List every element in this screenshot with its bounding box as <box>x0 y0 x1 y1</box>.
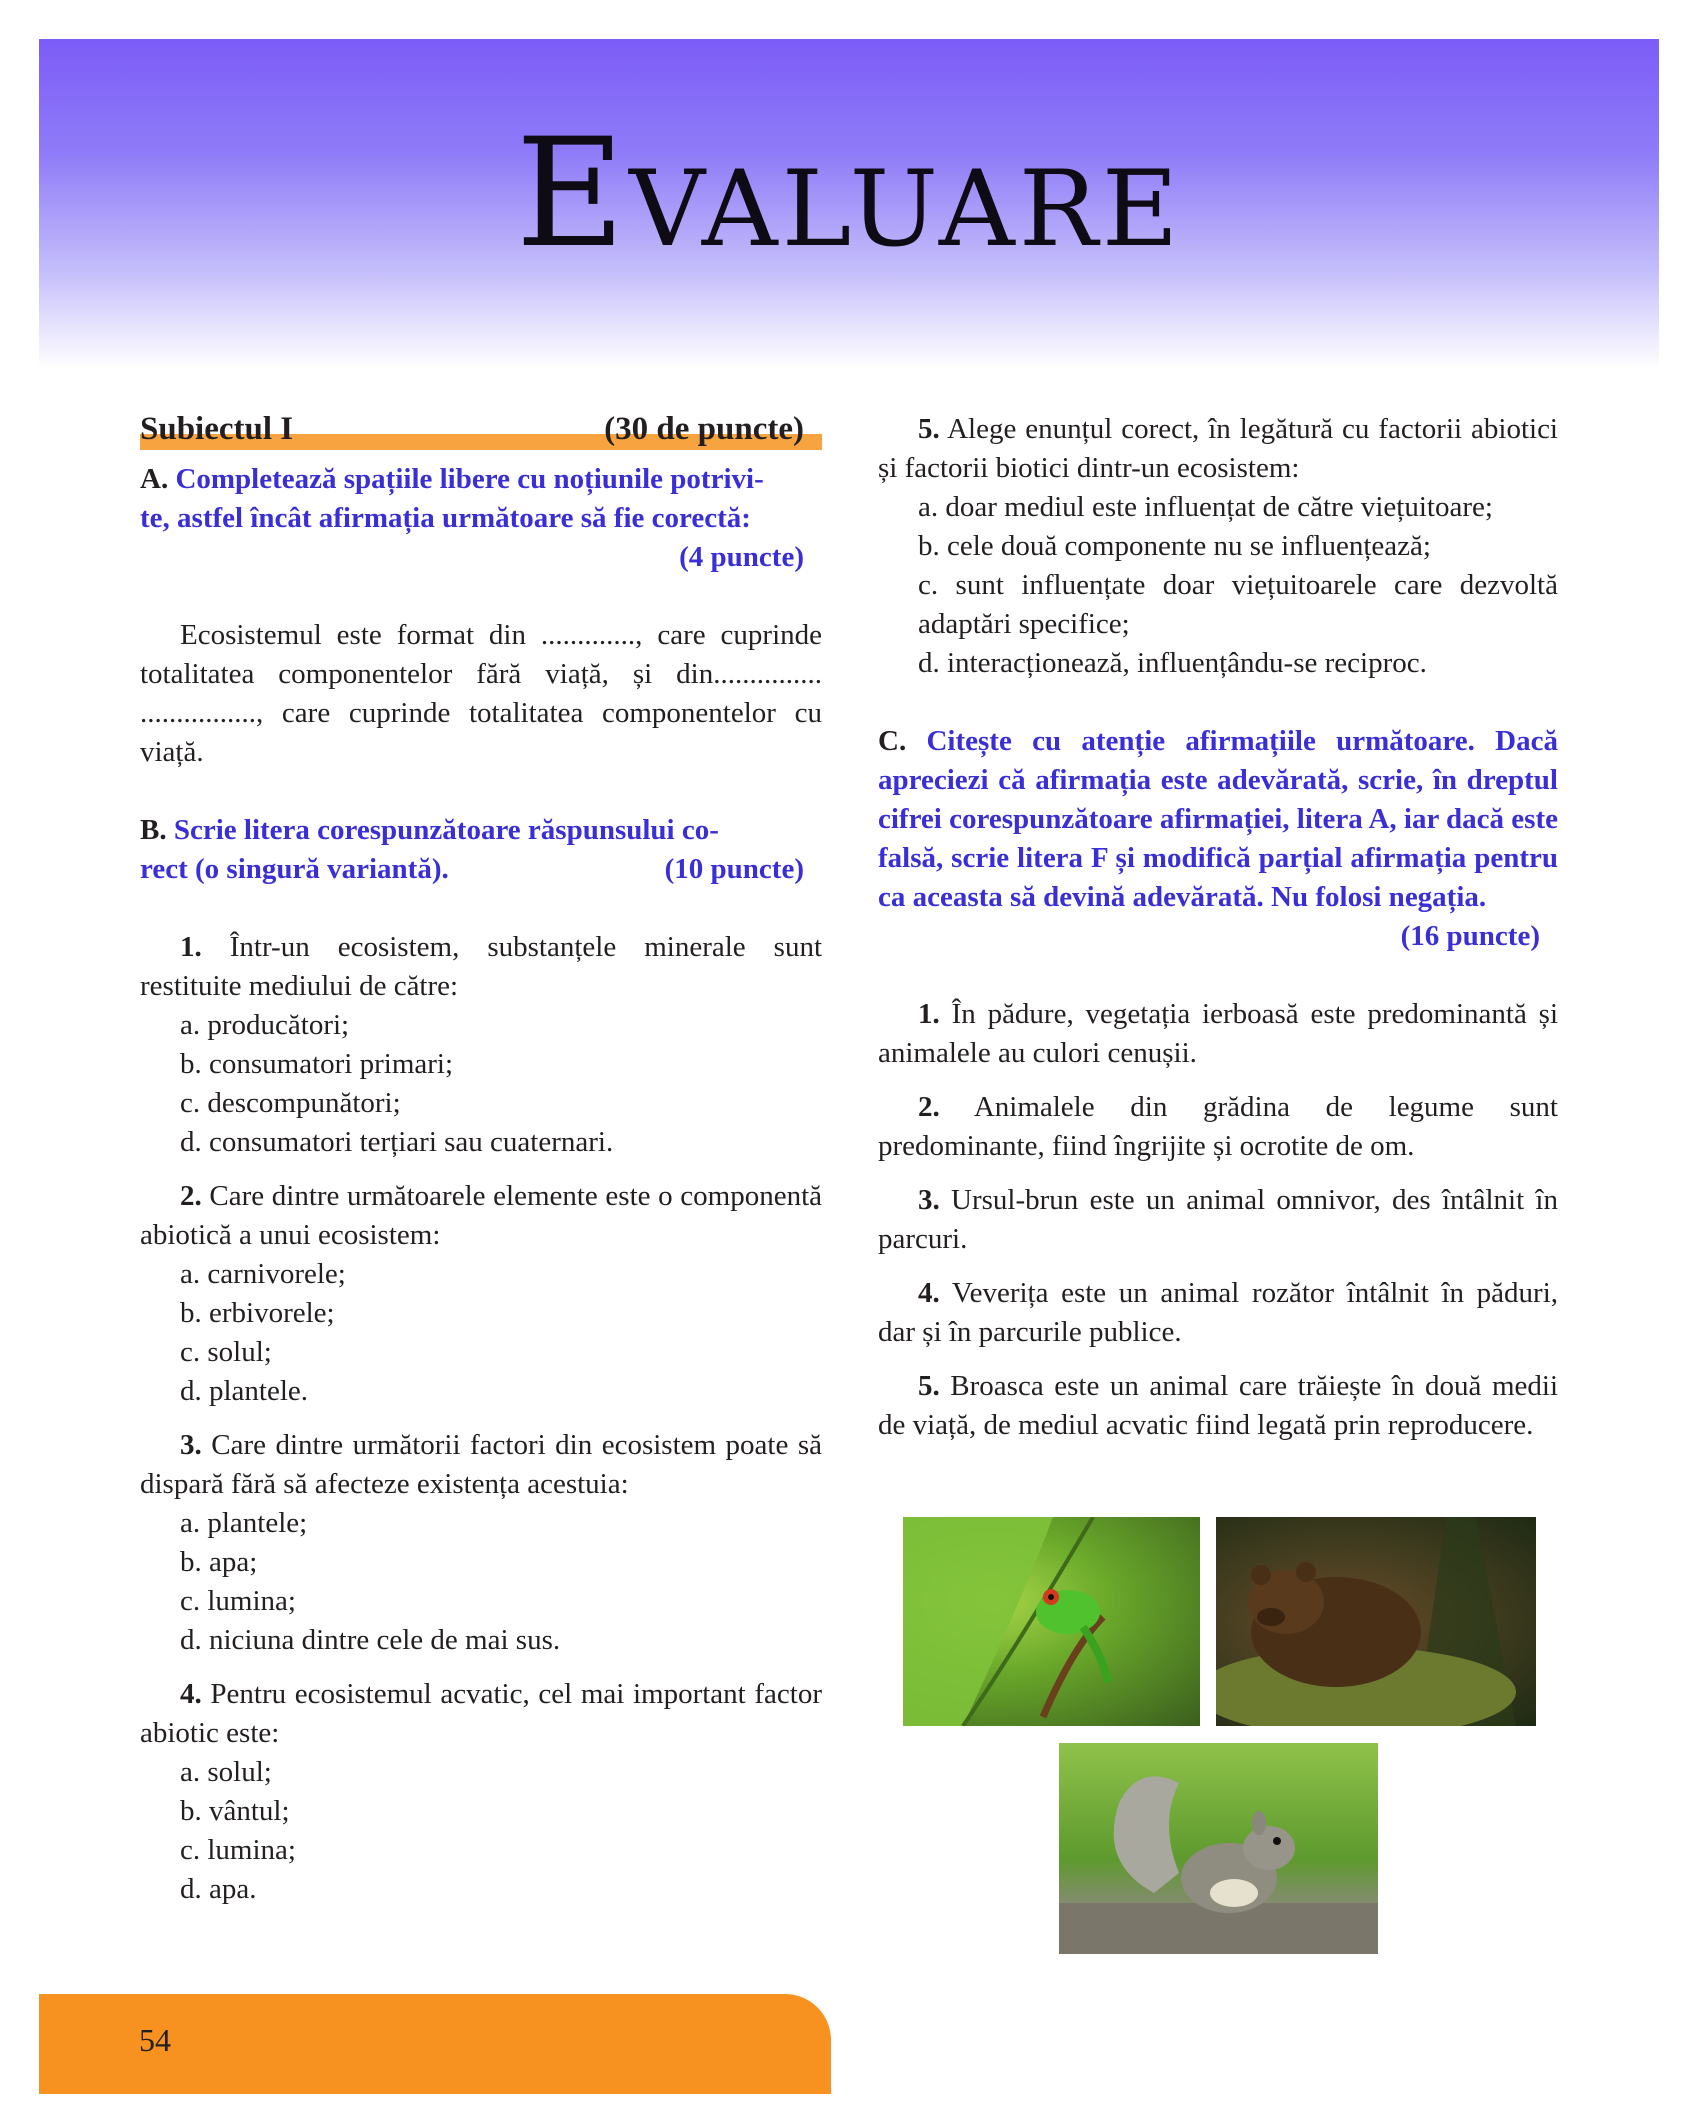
statement-2: 2. Animalele din grădina de legume sunt predominante, fiind îngrijite și ocrotite de om. <box>878 1091 1558 1162</box>
option: d. niciuna dintre cele de mai sus. <box>180 1624 561 1656</box>
header-banner <box>39 39 1659 369</box>
squirrel-illustration <box>1059 1743 1378 1954</box>
subject-points: (30 de puncte) <box>604 411 804 447</box>
statement-4: 4. Veverița este un animal rozător întâlnit în păduri, dar și în parcurile publice. <box>878 1277 1559 1348</box>
section-a-instruction-line2: te, astfel încât afirmația următoare să fie corectă: <box>140 502 751 534</box>
option: c. sunt influențate doar viețuitoarele care dezvoltă adaptări specifice; <box>918 569 1558 640</box>
option: c. lumina; <box>180 1585 296 1617</box>
option: c. lumina; <box>180 1834 296 1866</box>
question-3: 3. Care dintre următorii factori din ecosistem poate să dispară fără să afecteze existența acestuia: a. plantele; b. apa; c. lumina; d. niciuna dintre cele de mai sus. <box>140 1426 822 1660</box>
option: c. solul; <box>180 1336 272 1368</box>
subject-header <box>140 410 822 454</box>
section-b-points: (10 puncte) <box>664 853 804 885</box>
section-a-points: (4 puncte) <box>679 541 804 573</box>
option: a. solul; <box>180 1756 272 1788</box>
frog-photo <box>903 1517 1200 1726</box>
statement-1: 1. În pădure, vegetația ierboasă este predominantă și animalele au culori cenușii. <box>878 998 1558 1069</box>
section-b <box>140 811 822 1909</box>
option: d. interacționează, influențându-se reciproc. <box>918 647 1427 679</box>
question-1: 1. Într-un ecosistem, substanțele minerale sunt restituite mediului de către: a. producători; b. consumatori primari; c. descompunători; d. consumatori terțiari sau cuaternari. <box>140 928 822 1162</box>
section-a-instruction-line1: A. Completează spațiile libere cu noțiunile potrivi- <box>140 463 764 495</box>
section-c-points: (16 puncte) <box>1400 920 1540 952</box>
option: a. plantele; <box>180 1507 308 1539</box>
section-c <box>878 722 1558 1445</box>
option: a. producători; <box>180 1009 350 1041</box>
question-4: 4. Pentru ecosistemul acvatic, cel mai important factor abiotic este: a. solul; b. vântul; c. lumina; d. apa. <box>140 1675 822 1909</box>
page-title: Evaluare <box>515 107 1183 281</box>
option: c. descompunători; <box>180 1087 401 1119</box>
bear-photo <box>1216 1517 1536 1726</box>
option: b. consumatori primari; <box>180 1048 454 1080</box>
statement-3: 3. Ursul-brun este un animal omnivor, des întâlnit în parcuri. <box>878 1184 1558 1255</box>
section-c-instruction: C. Citește cu atenție afirmațiile următoare. Dacă apreciezi că afirmația este adevărată, scrie, în dreptul cifrei corespunzătoare afirmației, litera A, iar dacă este falsă, scrie litera F și modifică parțial afirmația pentru ca aceasta să devină adevărată. Nu folosi negația. (16 puncte) <box>878 722 1558 917</box>
option: a. doar mediul este influențat de către viețuitoare; <box>918 491 1493 523</box>
page-number: 54 <box>139 2022 171 2058</box>
question-2: 2. Care dintre următoarele elemente este o componentă abiotică a unui ecosistem: a. carnivorele; b. erbivorele; c. solul; d. plantele. <box>140 1177 822 1411</box>
frog-illustration <box>903 1517 1200 1726</box>
section-a <box>140 460 822 772</box>
option: d. apa. <box>180 1873 257 1905</box>
left-column <box>140 410 822 1909</box>
section-a-text: Ecosistemul este format din ............., care cuprinde totalitatea componentelor fără viață, și din............... ................, care cuprinde totalitatea componentelor cu viață. <box>140 619 822 768</box>
option: b. apa; <box>180 1546 258 1578</box>
bear-illustration <box>1216 1517 1536 1726</box>
option: b. erbivorele; <box>180 1297 335 1329</box>
right-column <box>878 410 1558 1445</box>
section-b-instruction-line2: rect (o singură variantă). (10 puncte) <box>140 850 822 889</box>
subject-title: Subiectul I <box>140 411 294 447</box>
option: b. vântul; <box>180 1795 290 1827</box>
question-5: 5. Alege enunțul corect, în legătură cu factorii abiotici și factorii biotici dintr-un ecosistem: a. doar mediul este influențat de către viețuitoare; b. cele două componente nu se influențează; c. sunt influențate doar viețuitoarele care dezvoltă adaptări specifice; d. interacționează, influențându-se reciproc. <box>878 410 1558 683</box>
option: b. cele două componente nu se influențează; <box>918 530 1431 562</box>
option: d. plantele. <box>180 1375 309 1407</box>
statement-5: 5. Broasca este un animal care trăiește în două medii de viață, de mediul acvatic fiind legată prin reproducere. <box>878 1370 1559 1441</box>
squirrel-photo <box>1059 1743 1378 1954</box>
option: a. carnivorele; <box>180 1258 346 1290</box>
section-b-instruction-line1: B. Scrie litera corespunzătoare răspunsului co- <box>140 814 719 846</box>
option: d. consumatori terțiari sau cuaternari. <box>180 1126 614 1158</box>
